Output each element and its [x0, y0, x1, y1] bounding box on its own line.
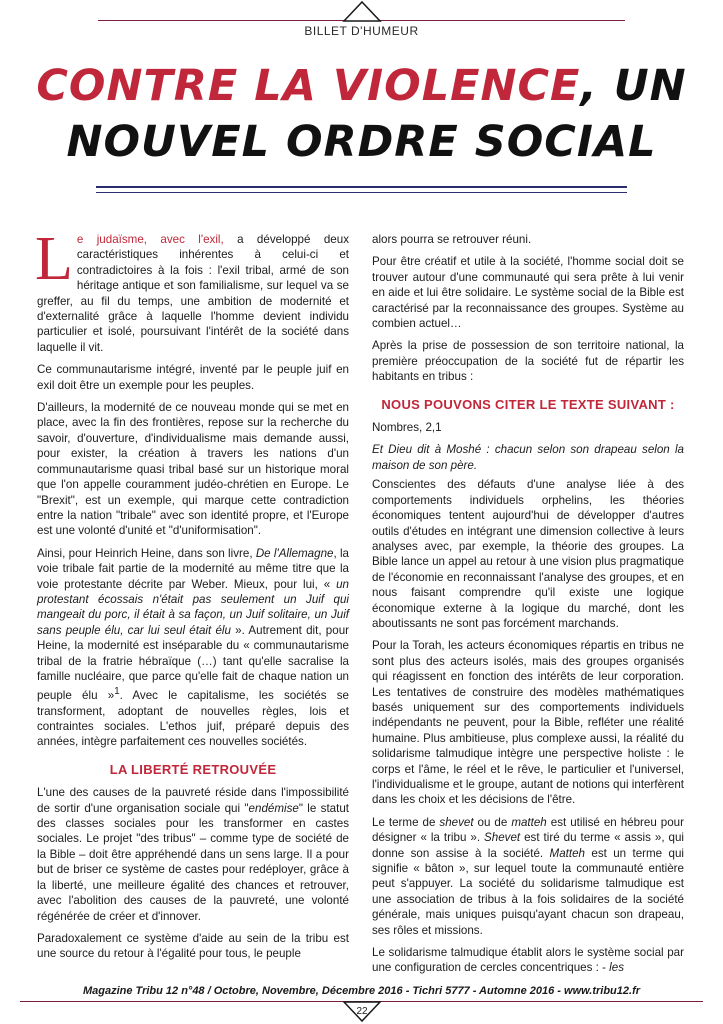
intro-paragraph [35, 225, 349, 355]
scripture-quote: Et Dieu dit à Moshé : chacun selon son drapeau selon la maison de son père. [372, 443, 684, 472]
hebrew-term: Matteh [549, 846, 585, 860]
text-span: ou de [473, 815, 512, 829]
footnote-ref: 1 [114, 686, 120, 698]
article-title [20, 58, 703, 170]
book-title: De l'Allemagne [255, 546, 334, 560]
italic-word: les [609, 961, 624, 975]
paragraph [372, 945, 684, 976]
right-column [372, 232, 684, 983]
dropcap: L [35, 225, 73, 293]
paragraph: Paradoxalement ce système d'aide au sein de la tribu est une source du retour à l'égalité pour tous, le peuple [37, 931, 349, 961]
text-span: Le terme de [372, 815, 440, 829]
paragraph [372, 815, 684, 938]
subheading: NOUS POUVONS CITER LE TEXTE SUIVANT : [381, 396, 675, 412]
left-column [35, 225, 350, 969]
scripture-reference: Nombres, 2,1 [372, 421, 442, 435]
italic-word: endémise [248, 801, 299, 815]
footer-credit: Magazine Tribu 12 n°48 / Octobre, Novembre, Décembre 2016 - Tichri 5777 - Automne 2016 - www.tribu12.fr [82, 985, 641, 997]
quote: un protestant écossais n'était pas seulement un Juif qui mangeait du porc, il était à sa façon, un Juif solitaire, un Juif sans peuple élu, car lui seul était élu [37, 577, 349, 637]
title-line2: NOUVEL ORDRE SOCIAL [66, 117, 657, 167]
text-span: Ainsi, pour Heinrich Heine, dans son livre, [37, 546, 256, 560]
hebrew-term: matteh [511, 815, 547, 829]
title-rule-thick [96, 186, 627, 188]
text-span: ». Autrement dit, pour Heine, la modernité est inséparable du « communautarisme tribal de la fratrie hébraïque (…) tant qu'elle sacralise la famille nucléaire, que parce qu'elle fait de chaque nation un peuple élu » [37, 623, 349, 703]
paragraph: Après la prise de possession de son territoire national, la première préoccupation de la société fut de répartir les habitants en tribus : [372, 339, 684, 384]
rubric-label: BILLET D'HUMEUR [304, 24, 419, 38]
text-span: est tiré du terme « assis », qui donne son assise à la société. [372, 831, 685, 860]
subheading: LA LIBERTÉ RETROUVÉE [109, 761, 277, 777]
paragraph-text: a développé deux caractéristiques inhérentes à celui-ci et contradictoires à la fois : l'exil tribal, armé de son héritage antique et son familialisme, sur lequel va se greffer, au fil du temps, une ambition de modernité et d'externalité grâce à laquelle l'homme devient individu particulier et isolé, poursuivant l'intérêt de la société dans laquelle il vit. [37, 233, 349, 354]
paragraph: D'ailleurs, la modernité de ce nouveau monde qui se met en place, avec la fin des frontières, repose sur la recherche du savoir, d'ouverture, d'individualisme mais demande aussi, pour exister, la création à travers les nations d'un communautarisme quasi tribal basé sur un historique moral que l'on appelle couramment judéo-chrétien en Europe. Le "Brexit", est un exemple, qui marque cette contradiction entre la nation "tribale" avec son identité propre, et l'Europe est une volonté d'unité et "d'uniformisation". [37, 401, 349, 538]
paragraph: Pour la Torah, les acteurs économiques répartis en tribus ne sont plus des acteurs isolés, mais des groupes organisés qui réagissent en fonction des intérêts de leur corporation. Les tentatives de construire des modèles mathématiques basés uniquement sur des comportements individuels indépendants ne peuvent, pour la Bible, refléter une réalité humaine. Plus ambitieuse, plus complexe aussi, la réalité du solidarisme talmudique intègre une perspective holiste : le corps et l'âme, le réel et le rêve, le particulier et l'universel, l'individualisme et le groupe, autant de notions qui interfèrent dans les choix et les décisions de l'être. [372, 639, 684, 807]
hebrew-term: shevet [439, 815, 474, 829]
title-rest: , UN [580, 61, 687, 111]
text-span: . Avec le capitalisme, les sociétés se transforment, adoptant de nouvelles règles, lois et contraintes sociales. L'ethos juif, préparé depuis des années, intègre parfaitement ces nouvelles sociétés. [37, 689, 349, 749]
title-highlight: CONTRE LA VIOLENCE [36, 61, 581, 111]
text-span: est utilisé en hébreu pour désigner « la tribu ». [372, 815, 684, 845]
text-span: L'une des causes de la pauvreté réside dans l'impossibilité de sortir d'une organisation sociale qui " [37, 786, 349, 815]
paragraph: Pour être créatif et utile à la société, l'homme social doit se trouver autour d'une communauté qui sera prête à lui venir en aide et lui être solidaire. Le système social de la Bible est caractérisé par la reconnaissance des groupes. Système au combien actuel… [372, 255, 684, 331]
paragraph [37, 785, 349, 924]
text-span: , la voie tribale fait partie de la modernité au même titre que la voie protestante décrite par Weber. Mieux, pour lui, « [37, 546, 350, 591]
title-rule-thin [96, 192, 627, 193]
paragraph: Ce communautarisme intégré, inventé par le peuple juif en exil doit être un exemple pour les peuples. [37, 363, 349, 392]
lead-in: e judaïsme, avec l'exil, [76, 233, 224, 246]
text-span: est un terme qui signifie « bâton », sur lequel toute la communauté entière peut s'appuyer. La société du solidarisme talmudique est une association de tribus à la fois solidaires de la société générale, mais uniques puisqu'ayant chacun son drapeau, ses rôles et missions. [372, 846, 684, 937]
header-triangle-icon [342, 0, 382, 22]
text-span: " le statut des classes sociales pour les transformer en castes sociales. Le projet "des tribus" – comme type de société de la Bible – doit être appréhendé dans un sens large. Il a pour but de briser ce système de castes pour redéployer, grâce à la liberté, une meilleure égalité des chances et retrouver, avec l'abolition des causes de la pauvreté, une volonté régénérée de créer et d'innover. [37, 801, 349, 923]
paragraph: Conscientes des défauts d'une analyse liée à des comportements individuels orphelins, les théories économiques tentent aujourd'hui de développer d'autres outils d'études en intégrant une dimension collective à leurs analyses avec, par exemple, la théorie des groupes. La Bible lance un appel au retour à une vision plus pragmatique de l'économie en reconnaissant l'analyse des groupes, et en nous faisant comprendre qu'il existe une logique économique externe à la logique du marché, dont les aboutissants ne sont pas forcément marchands. [372, 478, 684, 630]
paragraph: alors pourra se retrouver réuni. [372, 233, 532, 246]
paragraph [37, 546, 349, 750]
page-number: 22 [356, 1006, 368, 1017]
text-span: Le solidarisme talmudique établit alors le système social par une configuration de cercles concentriques : - [372, 946, 684, 975]
hebrew-term: Shevet [484, 831, 521, 845]
